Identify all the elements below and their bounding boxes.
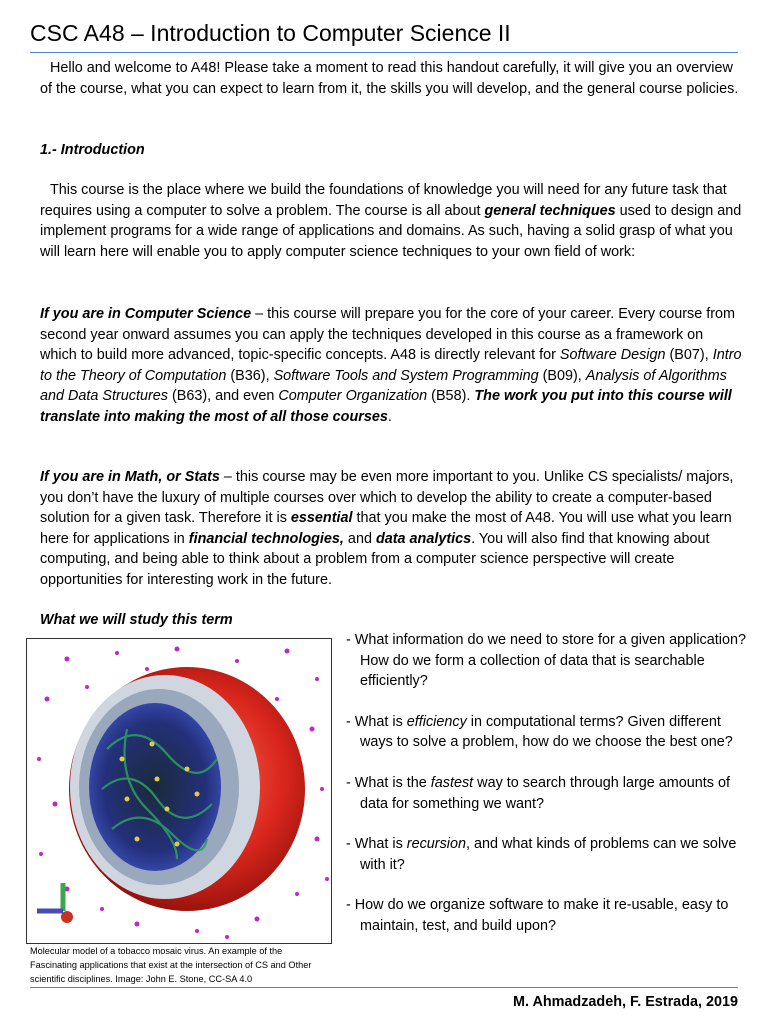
title-divider xyxy=(30,52,738,53)
page-title: CSC A48 – Introduction to Computer Science II xyxy=(30,20,511,46)
author-footer: M. Ahmadzadeh, F. Estrada, 2019 xyxy=(513,994,738,1010)
study-questions-list xyxy=(346,630,746,957)
math-stats-paragraph: If you are in Math, or Stats – this course may be even more important to you. Unlike CS specialists/ majors, you don’t have the luxury of multiple courses over which to develop the ability to create a computer-based solution for a given task. Therefore it is essential that you make the most of A48. You will use what you learn here for applications in financial technologies, and data analytics. You will also find that knowing about computing, and being able to think about a problem from a computer science perspective will create opportunities for interesting work in the future. xyxy=(40,469,734,588)
footer-divider xyxy=(30,987,738,988)
virus-core xyxy=(89,703,221,871)
study-question: - What is the fastest way to search through large amounts of data for something we want? xyxy=(346,774,730,812)
study-question: - How do we organize software to make it re-usable, easy to maintain, test, and build upon? xyxy=(346,897,729,934)
virus-model-image xyxy=(26,638,332,944)
cs-students-paragraph: If you are in Computer Science – this course will prepare you for the core of your career. Every course from second year onward assumes you can apply the techniques developed in this course as a framework on which to build more advanced, topic-specific concepts. A48 is directly relevant for Software Design (B07), Intro to the Theory of Computation (B36), Software Tools and System Programming (B09), Analysis of Algorithms and Data Structures (B63), and even Computer Organization (B58). The work you put into this course will translate into making the most of all those courses. xyxy=(40,306,742,425)
study-question: - What is efficiency in computational terms? Given different ways to solve a problem, how do we choose the best one? xyxy=(346,713,733,751)
study-question: - What information do we need to store for a given application? How do we form a collection of data that is searchable efficiently? xyxy=(346,632,746,690)
study-question: - What is recursion, and what kinds of problems can we solve with it? xyxy=(346,836,737,873)
section-heading-study: What we will study this term xyxy=(40,612,233,628)
course-paragraph: This course is the place where we build the foundations of knowledge you will need for any future task that requires using a computer to solve a problem. The course is all about general techniques used to design and implement programs for a wide range of applications and domains. As such, having a solid grasp of what you will learn here will enable you to apply computer science techniques to your own field of work: xyxy=(40,182,742,260)
virus-illustration xyxy=(27,639,331,943)
image-caption: Molecular model of a tobacco mosaic virus. An example of the Fascinating applications that exist at the intersection of CS and Other scientific disciplines. Image: John E. Stone, CC-SA 4.0 xyxy=(30,946,312,984)
section-heading-introduction: 1.- Introduction xyxy=(40,142,145,158)
intro-paragraph: Hello and welcome to A48! Please take a moment to read this handout carefully, it will give you an overview of the course, what you can expect to learn from it, the skills you will develop, and the general course policies. xyxy=(40,60,739,97)
